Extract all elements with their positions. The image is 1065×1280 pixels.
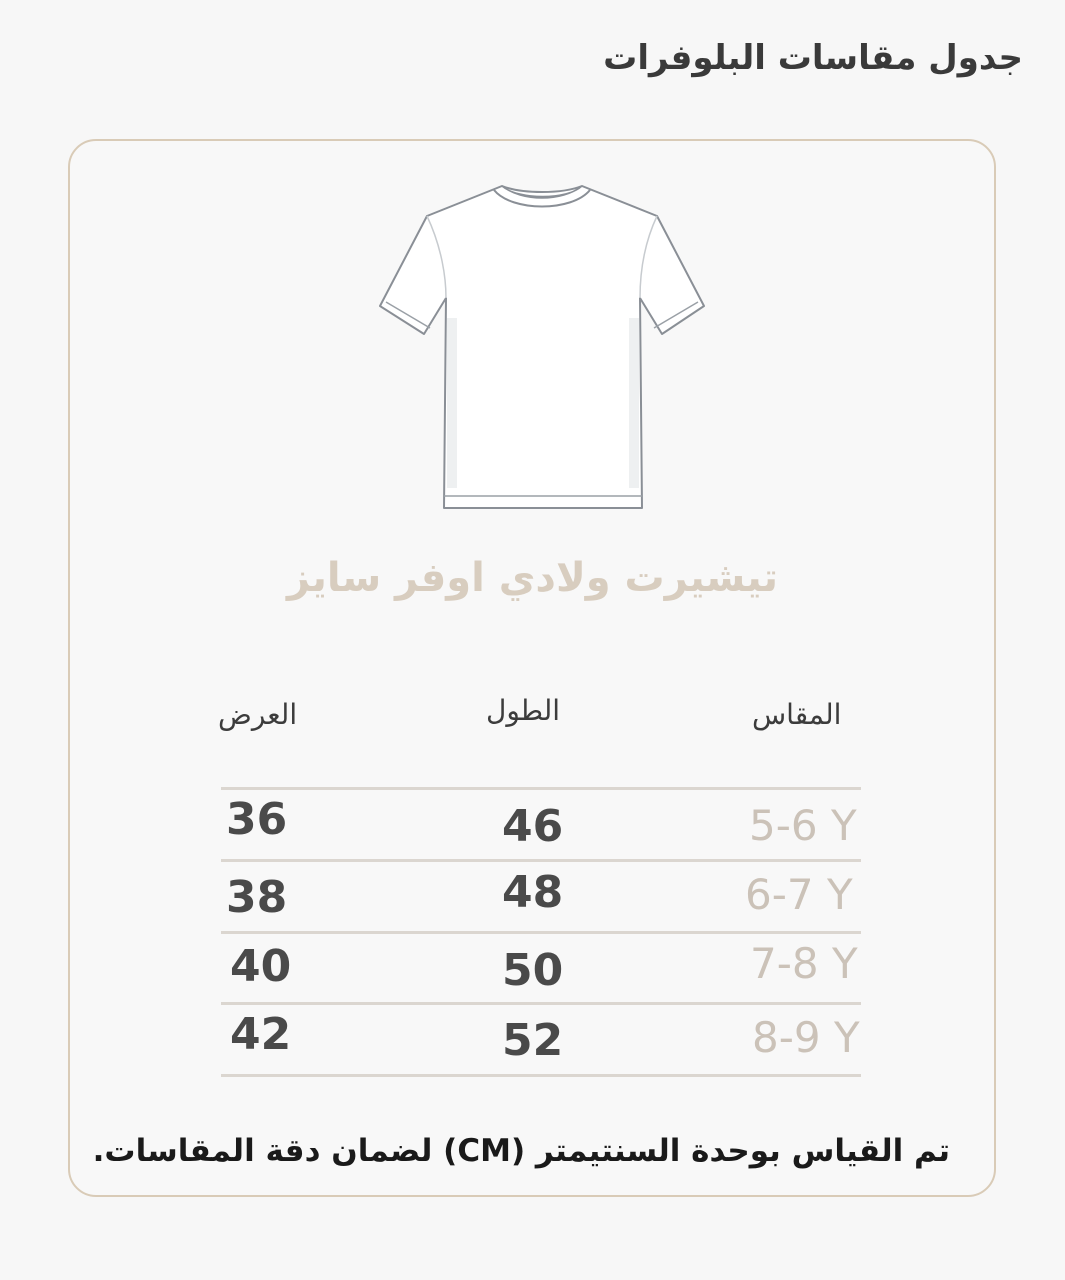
column-header-width: العرض	[218, 698, 298, 731]
table-cell-width: 36	[226, 794, 288, 845]
table-cell-length: 50	[502, 945, 564, 996]
table-cell-width: 38	[226, 872, 288, 923]
table-divider	[221, 787, 861, 790]
table-divider	[221, 931, 861, 934]
table-cell-length: 48	[502, 867, 564, 918]
table-cell-width: 42	[230, 1009, 292, 1060]
table-cell-size: 6-7 Y	[745, 870, 853, 919]
table-divider	[221, 859, 861, 862]
table-cell-length: 52	[502, 1015, 564, 1066]
table-divider	[221, 1002, 861, 1005]
table-cell-size: 5-6 Y	[749, 801, 857, 850]
table-cell-size: 8-9 Y	[752, 1013, 860, 1062]
product-name: تيشيرت ولادي اوفر سايز	[287, 555, 778, 601]
table-divider	[221, 1074, 861, 1077]
column-header-size: المقاس	[752, 698, 842, 731]
table-cell-length: 46	[502, 801, 564, 852]
tshirt-icon	[372, 178, 712, 518]
table-cell-width: 40	[230, 941, 292, 992]
column-header-length: الطول	[486, 694, 561, 727]
measurement-note: تم القياس بوحدة السنتيمتر (CM) لضمان دقة المقاسات.	[92, 1133, 950, 1169]
page-title: جدول مقاسات البلوفرات	[603, 38, 1023, 78]
table-cell-size: 7-8 Y	[750, 939, 858, 988]
